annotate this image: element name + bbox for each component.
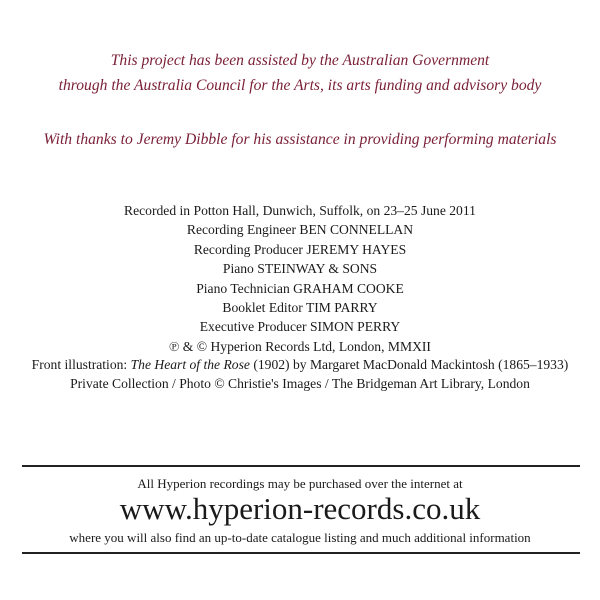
illustration-prefix: Front illustration: <box>31 357 131 372</box>
credit-copyright: ℗ & © Hyperion Records Ltd, London, MMXII <box>169 338 431 354</box>
thanks-line: With thanks to Jeremy Dibble for his assistance in providing performing materials <box>43 131 557 148</box>
top-divider <box>22 465 580 467</box>
credit-recording-location: Recorded in Potton Hall, Dunwich, Suffolk, on 23–25 June 2011 <box>124 203 476 218</box>
illustration-title: The Heart of the Rose <box>130 357 250 372</box>
credit-booklet-editor: Booklet Editor TIM PARRY <box>222 300 378 316</box>
bottom-divider <box>22 552 580 554</box>
website-link[interactable]: www.hyperion-records.co.uk <box>119 491 481 526</box>
illustration-suffix: (1902) by Margaret MacDonald Mackintosh (1865–1933) <box>249 357 569 372</box>
illustration-credit <box>0 357 600 373</box>
credit-recording-producer: Recording Producer JEREMY HAYES <box>193 241 407 257</box>
credit-piano-technician: Piano Technician GRAHAM COOKE <box>196 280 404 296</box>
ack-line-2: through the Australia Council for the Arts, its arts funding and advisory body <box>58 77 542 94</box>
purchase-intro: All Hyperion recordings may be purchased over the internet at <box>137 476 463 491</box>
credits-block <box>0 201 600 356</box>
credit-executive-producer: Executive Producer SIMON PERRY <box>199 319 401 335</box>
credit-piano: Piano STEINWAY & SONS <box>222 261 378 277</box>
ack-line-1: This project has been assisted by the Australian Government <box>110 52 490 69</box>
credit-recording-engineer: Recording Engineer BEN CONNELLAN <box>186 222 414 238</box>
purchase-outro: where you will also find an up-to-date catalogue listing and much additional information <box>69 530 531 545</box>
illustration-source: Private Collection / Photo © Christie's Images / The Bridgeman Art Library, London <box>70 376 530 391</box>
